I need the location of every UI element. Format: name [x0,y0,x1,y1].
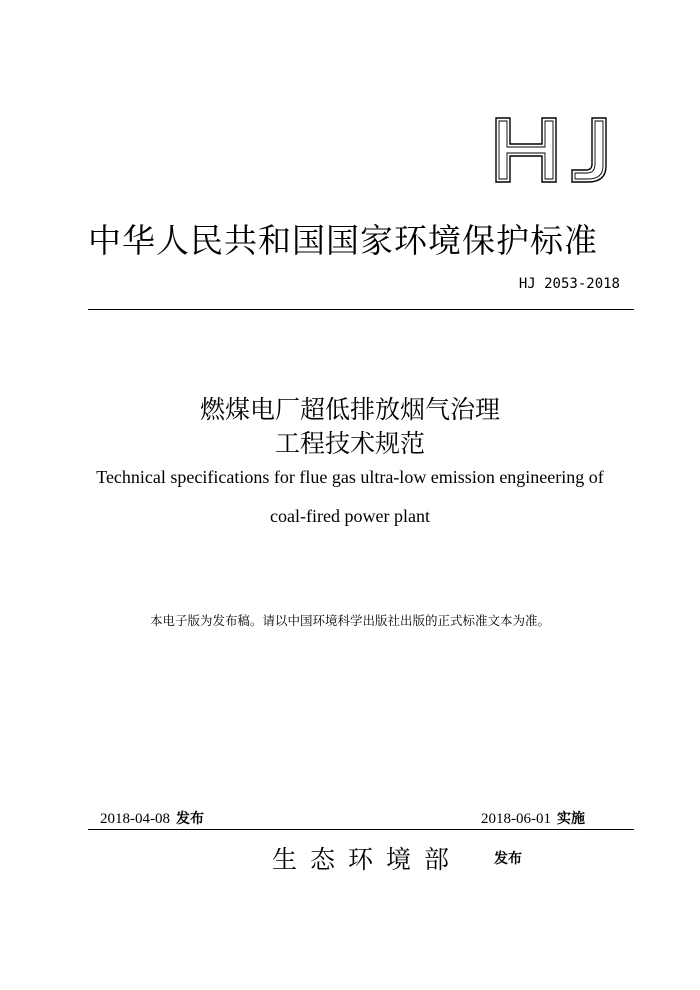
title-en-line2: coal-fired power plant [270,506,430,526]
title-cn-line1: 燃煤电厂超低排放烟气治理 [199,395,500,424]
header-divider [88,309,634,310]
effective-date: 2018-06-01 [481,811,551,827]
edition-notice: 本电子版为发布稿。请以中国环境科学出版社出版的正式标准文本为准。 [149,613,550,628]
title-cn-line2: 工程技术规范 [274,429,425,458]
title-en-line1: Technical specifications for flue gas ultra-low emission engineering of [96,467,604,487]
footer-divider [88,829,634,830]
standard-code: HJ 2053-2018 [518,276,620,292]
issued-date-block [100,808,204,828]
standard-name: 中华人民共和国国家环境保护标准 [88,221,598,260]
effective-date-block [481,808,585,828]
hj-logo [492,112,618,188]
issued-label: 发布 [176,811,204,827]
effective-label: 实施 [557,811,585,827]
issuer-name: 生态环境部 [272,845,463,874]
issuer-label: 发布 [494,851,522,867]
issued-date: 2018-04-08 [100,811,170,827]
